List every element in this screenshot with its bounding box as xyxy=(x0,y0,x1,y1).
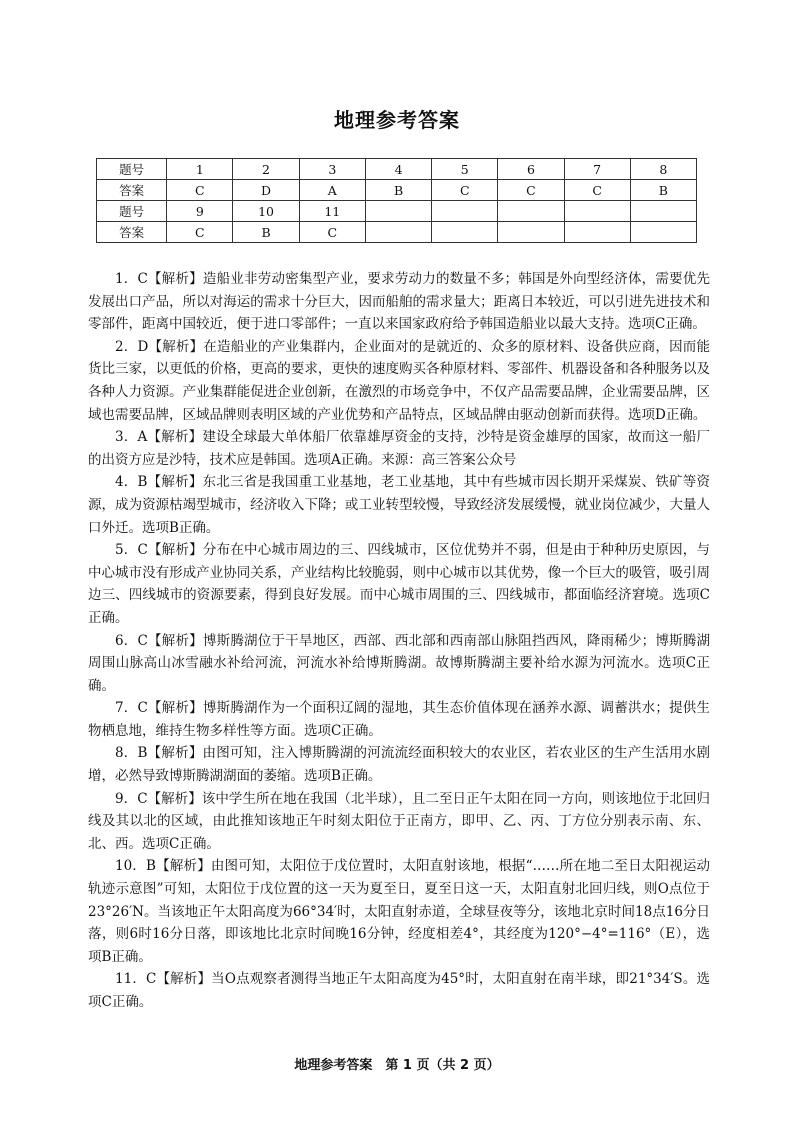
explanations xyxy=(88,268,710,1014)
table-cell: 题号 xyxy=(97,159,167,180)
explanation-paragraph: 2．D【解析】在造船业的产业集群内，企业面对的是就近的、众多的原材料、设备供应商，因而能货比三家，以更低的价格，更高的要求，更快的速度购买各种原材料、零部件、机器设备和各种服务以及各种人力资源。产业集群能促进企业创新，在激烈的市场竞争中，不仅产品需要品牌，企业需要品牌，区域也需要品牌，区域品牌则表明区域的产业优势和产品特点，区域品牌由驱动创新而获得。选项D正确。 xyxy=(88,338,710,423)
table-cell: 4 xyxy=(365,159,431,180)
table-row xyxy=(97,201,697,222)
table-cell: 3 xyxy=(299,159,365,180)
table-cell xyxy=(432,201,498,222)
explanation-paragraph: 6．C【解析】博斯腾湖位于干旱地区，西部、西北部和西南部山脉阻挡西风，降雨稀少；博斯腾湖周围山脉高山冰雪融水补给河流，河流水补给博斯腾湖。故博斯腾湖主要补给水源为河流水。选项C正确。 xyxy=(88,632,710,694)
table-cell xyxy=(365,201,431,222)
table-cell: 10 xyxy=(233,201,299,222)
table-cell: C xyxy=(167,222,233,243)
explanation-paragraph: 8．B【解析】由图可知，注入博斯腾湖的河流流经面积较大的农业区，若农业区的生产生活用水剧增，必然导致博斯腾湖湖面的萎缩。选项B正确。 xyxy=(88,745,710,785)
answer-table xyxy=(96,158,697,243)
table-cell: B xyxy=(233,222,299,243)
table-cell xyxy=(564,201,630,222)
explanation-paragraph: 5．C【解析】分布在中心城市周边的三、四线城市，区位优势并不弱，但是由于种种历史原因，与中心城市没有形成产业协同关系，产业结构比较脆弱，则中心城市以其优势，像一个巨大的吸管，吸引周边三、四线城市的资源要素，得到良好发展。而中心城市周围的三、四线城市，都面临经济窘境。选项C正确。 xyxy=(88,542,710,626)
table-cell xyxy=(365,222,431,243)
explanation-paragraph: 3．A【解析】建设全球最大单体船厂依靠雄厚资金的支持，沙特是资金雄厚的国家，故而这一船厂的出资方应是沙特，技术应是韩国。选项A正确。来源：高三答案公众号 xyxy=(88,429,710,468)
table-cell xyxy=(630,222,696,243)
table-cell: D xyxy=(233,180,299,201)
table-cell: C xyxy=(299,222,365,243)
table-cell xyxy=(564,222,630,243)
table-cell xyxy=(498,222,564,243)
table-cell: 答案 xyxy=(97,222,167,243)
table-cell xyxy=(630,201,696,222)
table-cell xyxy=(432,222,498,243)
table-row xyxy=(97,222,697,243)
page-title: 地理参考答案 xyxy=(334,108,460,132)
table-cell: 5 xyxy=(432,159,498,180)
table-row xyxy=(97,180,697,201)
page-footer: 地理参考答案 第 1 页（共 2 页） xyxy=(294,1058,500,1073)
table-cell: 1 xyxy=(167,159,233,180)
explanation-paragraph: 10．B【解析】由图可知，太阳位于戊位置时，太阳直射该地，根据“……所在地二至日太阳视运动轨迹示意图”可知，太阳位于戊位置的这一天为夏至日，夏至日这一天，太阳直射北回归线，则O点位于23°26′N。当该地正午太阳高度为66°34′时，太阳直射赤道，全球昼夜等分，该地北京时间18点16分日落，则6时16分日落，即该地比北京时间晚16分钟，经度相差4°，其经度为120°−4°=116°（E），选项B正确。 xyxy=(88,858,710,965)
explanation-paragraph: 4．B【解析】东北三省是我国重工业基地，老工业基地，其中有些城市因长期开采煤炭、铁矿等资源，成为资源枯竭型城市，经济收入下降；或工业转型较慢，导致经济发展缓慢，就业岗位减少，大量人口外迁。选项B正确。 xyxy=(88,474,710,536)
table-cell: B xyxy=(365,180,431,201)
table-cell: 6 xyxy=(498,159,564,180)
table-cell: C xyxy=(564,180,630,201)
table-cell: 8 xyxy=(630,159,696,180)
table-cell: 答案 xyxy=(97,180,167,201)
table-cell: C xyxy=(167,180,233,201)
table-cell: 7 xyxy=(564,159,630,180)
table-cell: A xyxy=(299,180,365,201)
table-cell: 2 xyxy=(233,159,299,180)
explanation-paragraph: 11．C【解析】当O点观察者测得当地正午太阳高度为45°时，太阳直射在南半球，即21°34′S。选项C正确。 xyxy=(88,971,710,1010)
explanation-paragraph: 7．C【解析】博斯腾湖作为一个面积辽阔的湿地，其生态价值体现在涵养水源、调蓄洪水；提供生物栖息地，维持生物多样性等方面。选项C正确。 xyxy=(88,700,710,739)
table-cell: 题号 xyxy=(97,201,167,222)
table-cell xyxy=(498,201,564,222)
table-cell: B xyxy=(630,180,696,201)
table-cell: C xyxy=(498,180,564,201)
explanation-paragraph: 9．C【解析】该中学生所在地在我国（北半球），且二至日正午太阳在同一方向，则该地位于北回归线及其以北的区域，由此推知该地正午时刻太阳位于正南方，即甲、乙、丙、丁方位分别表示南、东、北、西。选项C正确。 xyxy=(88,790,710,852)
table-row xyxy=(97,159,697,180)
table-cell: 11 xyxy=(299,201,365,222)
explanation-paragraph: 1．C【解析】造船业非劳动密集型产业，要求劳动力的数量不多；韩国是外向型经济体，需要优先发展出口产品，所以对海运的需求十分巨大，因而船舶的需求量大；距离日本较近，可以引进先进技术和零部件，距离中国较近，便于进口零部件；一直以来国家政府给予韩国造船业以最大支持。选项C正确。 xyxy=(88,271,710,333)
table-cell: 9 xyxy=(167,201,233,222)
table-cell: C xyxy=(432,180,498,201)
